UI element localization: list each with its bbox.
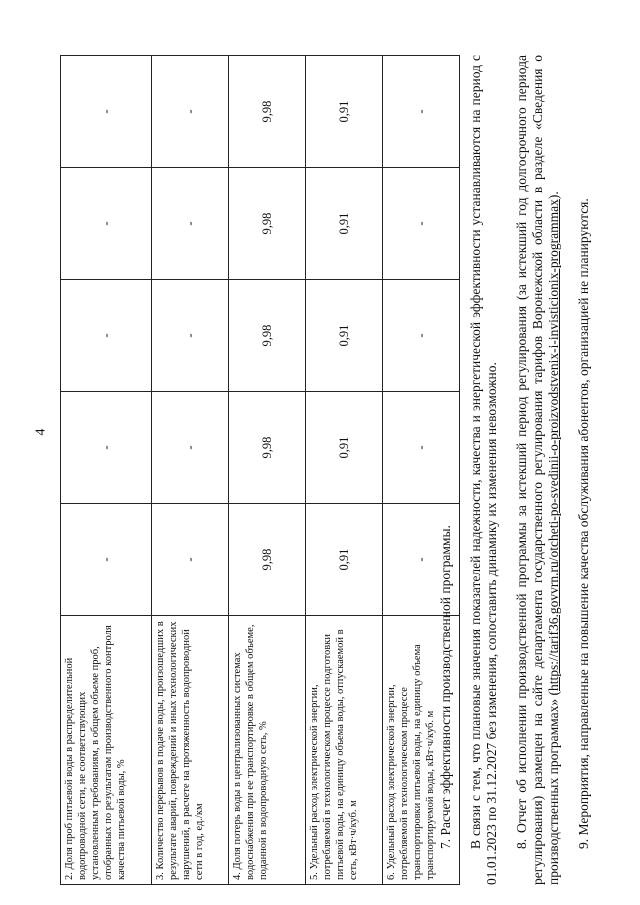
indicator-value: - (383, 392, 460, 504)
indicator-label: 4. Доля потерь воды в централизованных системах водоснабжения при ее транспортировке в общем объеме, поданной в водопроводную сеть, % (229, 616, 306, 885)
programs-link[interactable]: https://tarif36.govvrn.ru/otcheti-po-svedinii-o-proizvodstvenix-i-invisticionix-programmax (546, 199, 561, 692)
indicator-value: - (61, 168, 152, 280)
indicator-value: - (383, 168, 460, 280)
indicators-table (60, 55, 460, 885)
table-row (61, 56, 152, 885)
indicator-value: - (152, 504, 229, 616)
indicator-value: 0,91 (306, 504, 383, 616)
body-text (438, 55, 592, 885)
paragraph-8 (514, 55, 562, 885)
indicator-label: 3. Количество перерывов в подаче воды, произошедших в результате аварий, повреждений и иных технологических нарушений, в расчете на протяженность водопроводной сети в год, ед./км (152, 616, 229, 885)
indicator-label: 6. Удельный расход электрической энергии, потребляемой в технологическом процессе транспортировки питьевой воды, на единицу объема транспортируемой воды, кВт·ч/куб. м (383, 616, 460, 885)
indicator-value: 0,91 (306, 168, 383, 280)
indicator-label: 2. Доля проб питьевой воды в распределительной водопроводной сети, не соответствующих установленным требованиям, в общем объеме проб, отобранных по результатам производственного контроля качества питьевой воды, % (61, 616, 152, 885)
indicator-value: - (152, 56, 229, 168)
indicator-value: - (152, 168, 229, 280)
indicator-value: 9,98 (229, 168, 306, 280)
indicator-value: - (383, 280, 460, 392)
indicator-value: - (61, 392, 152, 504)
paragraph-8-text: 8. Отчет об исполнении производственной программы за истекший период регулирования (за истекший год долгосрочного периода регулирования) размещен на сайте департамента государственного регулирования тарифов Воронежской области в разделе «Сведения о производственных программах» ( (514, 55, 561, 885)
indicator-value: 9,98 (229, 392, 306, 504)
indicator-label: 5. Удельный расход электрической энергии, потребляемой в технологическом процессе подготовки питьевой воды, на единицу объема воды, отпускаемой в сеть, кВт·ч/куб. м (306, 616, 383, 885)
page-number: 4 (33, 428, 49, 436)
indicator-value: 9,98 (229, 504, 306, 616)
indicator-value: 0,91 (306, 280, 383, 392)
indicator-value: 9,98 (229, 280, 306, 392)
indicator-value: - (61, 56, 152, 168)
indicator-value: 0,91 (306, 392, 383, 504)
indicator-value: - (383, 56, 460, 168)
table-row (229, 56, 306, 885)
section-7-heading: 7. Расчет эффективности производственной программы. (438, 525, 453, 849)
paragraph-8-end: ). (546, 191, 561, 200)
indicator-value: - (61, 280, 152, 392)
rotated-page-content (20, 45, 591, 885)
indicator-value: 9,98 (229, 56, 306, 168)
indicator-value: - (152, 280, 229, 392)
indicator-value: - (383, 504, 460, 616)
indicator-value: - (152, 392, 229, 504)
paragraph-7: В связи с тем, что плановые значения показателей надежности, качества и энергетической эффективности устанавливаются на период с 01.01.2023 по 31.12.2027 без изменения, сопоставить динамику их изменения невозможно. (468, 55, 499, 885)
table-row (152, 56, 229, 885)
indicator-value: - (61, 504, 152, 616)
table-row (306, 56, 383, 885)
paragraph-9: 9. Мероприятия, направленные на повышение качества обслуживания абонентов, организацией не планируются. (576, 198, 591, 849)
indicator-value: 0,91 (306, 56, 383, 168)
